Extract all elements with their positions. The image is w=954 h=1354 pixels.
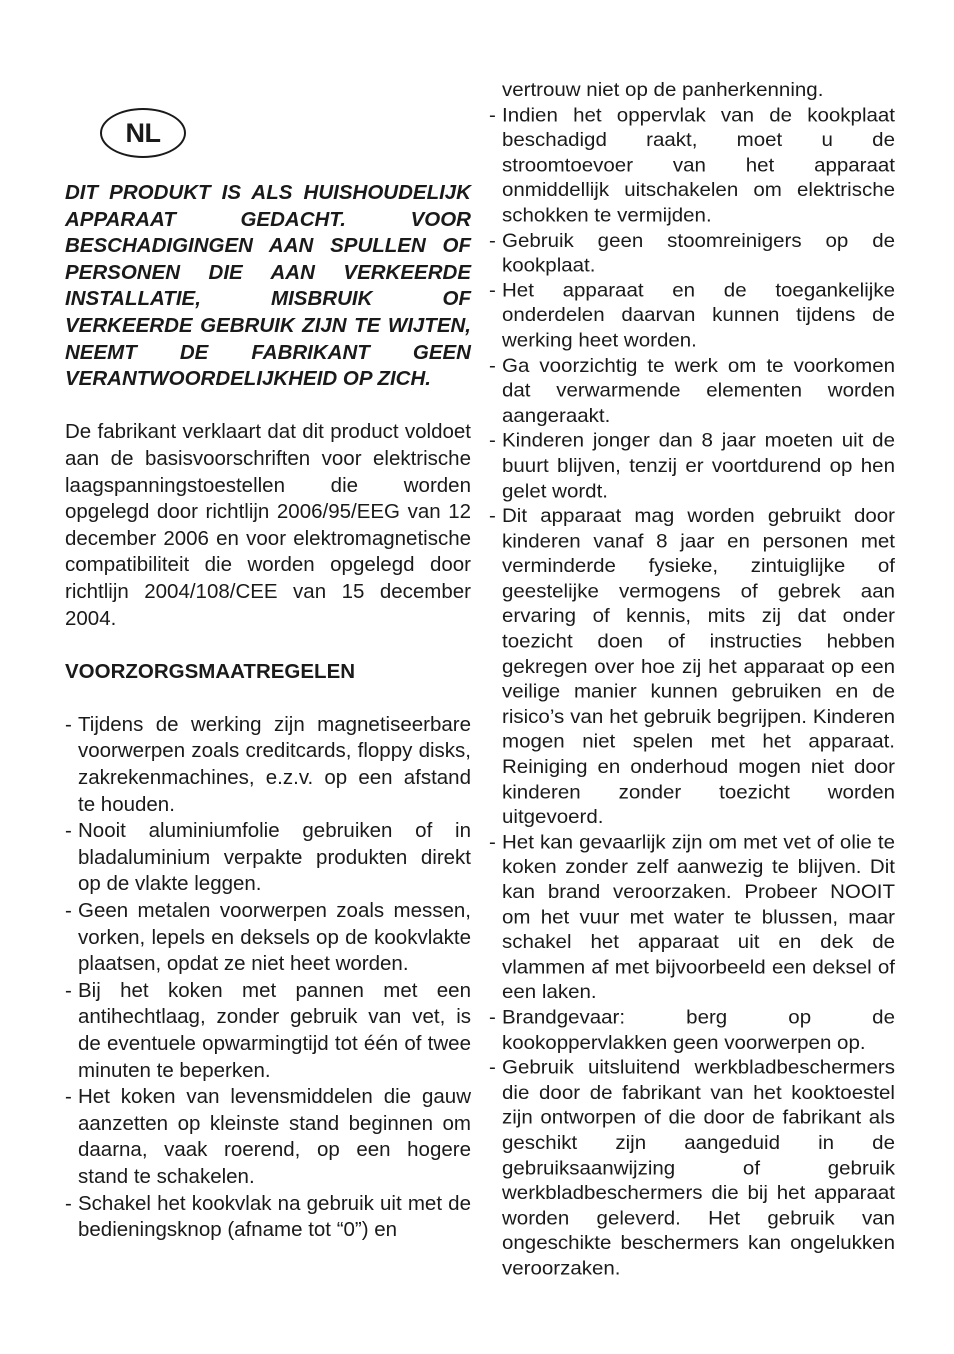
list-item: - Geen metalen voorwerpen zoals messen, vorken, lepels en deksels op de kookvlakte plaatsen, opdat ze niet heet worden. (65, 898, 471, 978)
conformity-declaration: De fabrikant verklaart dat dit product voldoet aan de basisvoorschriften voor elektrische laagspanningstoestellen die worden opgelegd door richtlijn 2006/95/EEG van 12 december 2006 en voor elektromagnetische compatibiliteit die worden opgelegd door richtlijn 2004/108/CEE van 15 december 2004. (65, 420, 471, 630)
list-item: - Gebruik uitsluitend werkbladbeschermers die door de fabrikant van het kooktoestel zijn ontworpen of die door de fabrikant als geschikt zijn aangeduid in de gebruiksaanwijzing of gebruik werkbladbeschermers die bij het apparaat worden geleverd. Het gebruik van ongeschikte beschermers kan ongelukken veroorzaken. (489, 1056, 895, 1282)
language-badge: NL (100, 108, 186, 158)
list-item: - Dit apparaat mag worden gebruikt door kinderen vanaf 8 jaar en personen met verminderde fysieke, zintuiglijke of geestelijke vermogens of gebrek aan ervaring of kennis, mits zij dat onder toezicht doen of instructies hebben gekregen over hoe zij het apparaat op een veilige manier kunnen gebruiken en de risico’s van het gebruik begrijpen. Kinderen mogen niet spelen met het apparaat. Reiniging en onderhoud mogen niet door kinderen zonder toezicht worden uitgevoerd. (489, 504, 895, 830)
list-item: - Kinderen jonger dan 8 jaar moeten uit de buurt blijven, tenzij er voortdurend op hen gelet wordt. (489, 429, 895, 504)
list-item: - Indien het oppervlak van de kookplaat beschadigd raakt, moet u de stroomtoevoer van het apparaat onmiddellijk uitschakelen om elektrische schokken te vermijden. (489, 103, 895, 228)
list-item: - Het kan gevaarlijk zijn om met vet of olie te koken zonder zelf aanwezig te blijven. Dit kan brand veroorzaken. Probeer NOOIT om het vuur met water te blussen, maar schakel het apparaat uit en dek de vlammen af met bijvoorbeeld een deksel of een laken. (489, 830, 895, 1006)
list-item: - Tijdens de werking zijn magnetiseerbare voorwerpen zoals creditcards, floppy disks, zakrekenmachines, e.z.v. op een afstand te houden. (65, 712, 471, 818)
list-item-continuation: vertrouw niet op de panherkenning. (502, 78, 824, 101)
list-item: - Nooit aluminiumfolie gebruiken of in bladaluminium verpakte produkten direkt op de vlakte leggen. (65, 818, 471, 898)
list-item: - Schakel het kookvlak na gebruik uit met de bedieningsknop (afname tot “0”) en (65, 1191, 471, 1244)
right-column (489, 78, 895, 1281)
list-item: - Het koken van levensmiddelen die gauw aanzetten op kleinste stand beginnen om daarna, vaak roerend, op een hogere stand te schakelen. (65, 1084, 471, 1190)
list-item: - Het apparaat en de toegankelijke onderdelen daarvan kunnen tijdens de werking heet worden. (489, 279, 895, 354)
list-item: - Ga voorzichtig te werk om te voorkomen dat verwarmende elementen worden aangeraakt. (489, 354, 895, 429)
list-item: - Gebruik geen stoomreinigers op de kookplaat. (489, 228, 895, 278)
liability-warning: DIT PRODUKT IS ALS HUISHOUDELIJK APPARAAT GEDACHT. VOOR BESCHADIGINGEN AAN SPULLEN OF PERSONEN DIE AAN VERKEERDE INSTALLATIE, MISBRUIK OF VERKEERDE GEBRUIK ZIJN TE WIJTEN, NEEMT DE FABRIKANT GEEN VERANTWOORDELIJKHEID OP ZICH. (65, 181, 471, 391)
left-column (65, 180, 471, 1244)
precautions-list-left (65, 712, 471, 1244)
section-title: VOORZORGSMAATREGELEN (65, 659, 356, 683)
list-item: - Bij het koken met pannen met een antihechtlaag, zonder gebruik van vet, is de eventuele opwarmingtijd tot één of twee minuten te beperken. (65, 978, 471, 1084)
list-item: - Brandgevaar: berg op de kookoppervlakken geen voorwerpen op. (489, 1006, 895, 1056)
precautions-list-right (489, 103, 895, 1281)
